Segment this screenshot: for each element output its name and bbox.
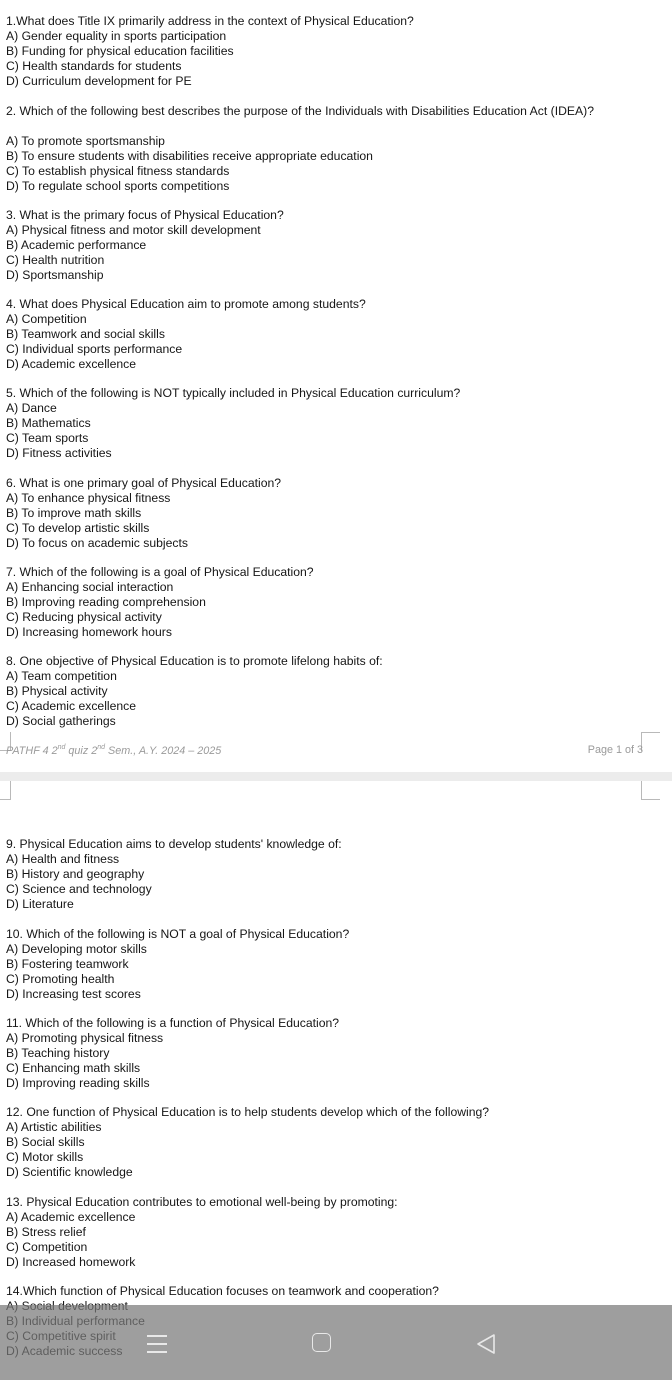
option-b: B) Funding for physical education facilities (6, 43, 234, 58)
option-b: B) History and geography (6, 866, 145, 881)
option-b: B) Physical activity (6, 683, 108, 698)
option-a: A) Promoting physical fitness (6, 1030, 164, 1045)
option-c: C) Competition (6, 1239, 88, 1254)
option-c: C) Individual sports performance (6, 341, 183, 356)
back-icon[interactable] (474, 1332, 498, 1356)
question-text: 14.Which function of Physical Education focuses on teamwork and cooperation? (6, 1284, 439, 1298)
option-a: A) Developing motor skills (6, 941, 147, 956)
page-corner-mark (641, 781, 660, 800)
option-b: B) Stress relief (6, 1224, 86, 1239)
option-c: C) To establish physical fitness standards (6, 163, 230, 178)
footer-sem-num: 2 (91, 745, 98, 757)
option-a: A) Artistic abilities (6, 1119, 102, 1134)
option-b: B) Improving reading comprehension (6, 594, 206, 609)
option-b: B) Teamwork and social skills (6, 326, 165, 341)
question-4 (6, 297, 670, 372)
option-a: A) To promote sportsmanship (6, 133, 165, 148)
question-text: 9. Physical Education aims to develop students' knowledge of: (6, 837, 342, 851)
question-8 (6, 654, 670, 729)
footer-course: PATHF 4 (6, 745, 49, 757)
option-a: A) To enhance physical fitness (6, 490, 171, 505)
option-b: B) Academic performance (6, 237, 147, 252)
question-text: 1.What does Title IX primarily address in the context of Physical Education? (6, 14, 414, 28)
option-a: A) Academic excellence (6, 1209, 136, 1224)
question-text: 12. One function of Physical Education is to help students develop which of the following? (6, 1105, 490, 1119)
option-c: C) Health nutrition (6, 252, 105, 267)
question-text: 6. What is one primary goal of Physical Education? (6, 476, 282, 490)
option-d: D) Sportsmanship (6, 267, 104, 282)
option-b: B) Social skills (6, 1134, 85, 1149)
option-d: D) Fitness activities (6, 445, 112, 460)
question-9 (6, 837, 670, 912)
option-d: D) Social gatherings (6, 713, 116, 728)
question-text: 7. Which of the following is a goal of Physical Education? (6, 565, 314, 579)
question-1 (6, 14, 670, 89)
option-d: D) Academic excellence (6, 356, 137, 371)
footer-sem-sup: nd (97, 744, 106, 751)
home-icon[interactable] (312, 1333, 331, 1352)
option-d: D) Curriculum development for PE (6, 73, 192, 88)
option-b: B) To ensure students with disabilities receive appropriate education (6, 148, 373, 163)
option-a: A) Gender equality in sports participation (6, 28, 227, 43)
option-c: C) Reducing physical activity (6, 609, 162, 624)
option-a: A) Physical fitness and motor skill development (6, 222, 261, 237)
option-a: A) Competition (6, 311, 87, 326)
page-separator (0, 772, 672, 781)
option-d: D) Increasing homework hours (6, 624, 172, 639)
question-text: 3. What is the primary focus of Physical Education? (6, 208, 284, 222)
page-corner-mark (0, 781, 11, 800)
question-6 (6, 476, 670, 551)
footer-quiz-num: 2 (51, 745, 58, 757)
option-b: B) To improve math skills (6, 505, 142, 520)
question-10 (6, 927, 670, 1002)
question-2 (6, 104, 670, 194)
question-text: 8. One objective of Physical Education is to promote lifelong habits of: (6, 654, 383, 668)
question-text: 4. What does Physical Education aim to promote among students? (6, 297, 366, 311)
page-number: Page 1 of 3 (587, 744, 643, 756)
option-c: C) Academic excellence (6, 698, 137, 713)
footer-sem-rest: Sem., A.Y. 2024 – 2025 (108, 745, 222, 757)
option-d: D) To regulate school sports competitions (6, 178, 230, 193)
option-a: A) Enhancing social interaction (6, 579, 174, 594)
question-text: 2. Which of the following best describes the purpose of the Individuals with Disabilities Education Act (IDEA)? (6, 104, 595, 118)
question-12 (6, 1105, 670, 1180)
option-c: C) Team sports (6, 430, 89, 445)
question-13 (6, 1195, 670, 1270)
option-d: D) Increased homework (6, 1254, 136, 1269)
option-c: C) To develop artistic skills (6, 520, 150, 535)
option-d: D) Increasing test scores (6, 986, 141, 1001)
option-d: D) Scientific knowledge (6, 1164, 133, 1179)
question-7 (6, 565, 670, 640)
option-a: A) Health and fitness (6, 851, 120, 866)
document-page-2 (0, 781, 672, 1380)
option-d: D) Literature (6, 896, 74, 911)
question-5 (6, 386, 670, 461)
page-footer (0, 742, 672, 762)
option-a: A) Dance (6, 400, 57, 415)
option-d: D) To focus on academic subjects (6, 535, 188, 550)
question-11 (6, 1016, 670, 1091)
option-d: D) Improving reading skills (6, 1075, 150, 1090)
option-c: C) Motor skills (6, 1149, 84, 1164)
question-text: 10. Which of the following is NOT a goal of Physical Education? (6, 927, 350, 941)
option-b: B) Fostering teamwork (6, 956, 129, 971)
footer-quiz-word: quiz (68, 745, 89, 757)
system-navigation-bar (0, 1305, 672, 1380)
question-3 (6, 208, 670, 283)
question-text: 13. Physical Education contributes to emotional well-being by promoting: (6, 1195, 398, 1209)
footer-course-info (6, 744, 221, 757)
option-c: C) Enhancing math skills (6, 1060, 141, 1075)
option-c: C) Science and technology (6, 881, 152, 896)
question-text: 5. Which of the following is NOT typically included in Physical Education curriculum? (6, 386, 461, 400)
option-c: C) Promoting health (6, 971, 115, 986)
option-b: B) Teaching history (6, 1045, 110, 1060)
recent-apps-icon[interactable] (147, 1333, 167, 1354)
option-b: B) Mathematics (6, 415, 91, 430)
option-c: C) Health standards for students (6, 58, 182, 73)
question-text: 11. Which of the following is a function of Physical Education? (6, 1016, 340, 1030)
option-a: A) Team competition (6, 668, 117, 683)
footer-quiz-sup: nd (57, 744, 66, 751)
